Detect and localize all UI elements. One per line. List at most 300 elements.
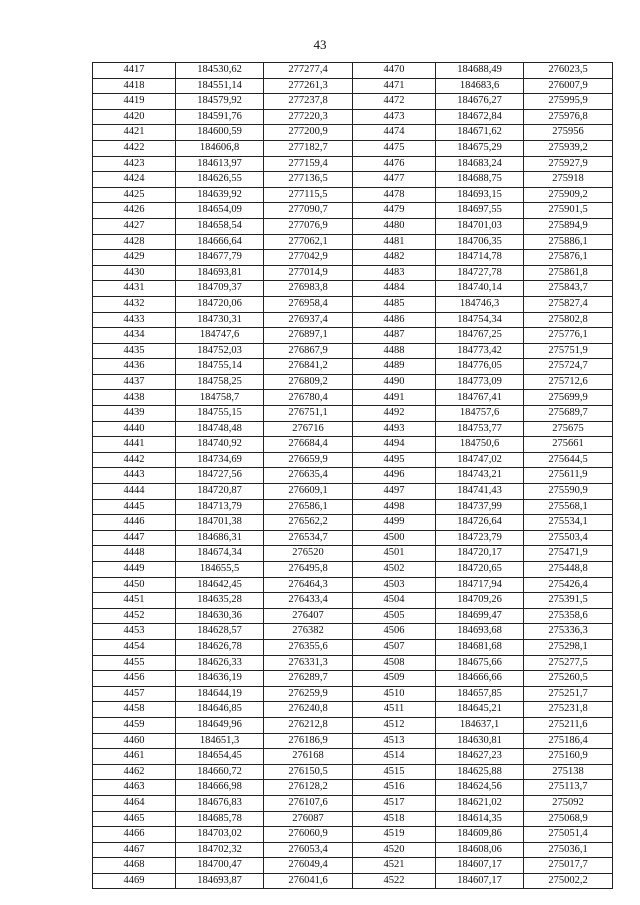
point-number-cell: 4507: [353, 639, 436, 655]
y-coordinate-cell: 275068,9: [524, 811, 613, 827]
y-coordinate-cell: 276053,4: [264, 842, 353, 858]
y-coordinate-cell: 275689,7: [524, 406, 613, 422]
table-row: [93, 140, 613, 156]
table-row: [93, 125, 613, 141]
point-number-cell: 4471: [353, 78, 436, 94]
x-coordinate-cell: 184747,6: [176, 328, 264, 344]
x-coordinate-cell: 184628,57: [176, 624, 264, 640]
x-coordinate-cell: 184688,75: [436, 172, 524, 188]
point-number-cell: 4431: [93, 281, 176, 297]
x-coordinate-cell: 184657,85: [436, 686, 524, 702]
table-row: [93, 250, 613, 266]
point-number-cell: 4478: [353, 187, 436, 203]
point-number-cell: 4429: [93, 250, 176, 266]
point-number-cell: 4506: [353, 624, 436, 640]
x-coordinate-cell: 184636,19: [176, 671, 264, 687]
point-number-cell: 4488: [353, 343, 436, 359]
point-number-cell: 4462: [93, 764, 176, 780]
table-row: [93, 608, 613, 624]
x-coordinate-cell: 184723,79: [436, 530, 524, 546]
table-row: [93, 764, 613, 780]
y-coordinate-cell: 276049,4: [264, 858, 353, 874]
point-number-cell: 4466: [93, 827, 176, 843]
point-number-cell: 4474: [353, 125, 436, 141]
point-number-cell: 4457: [93, 686, 176, 702]
point-number-cell: 4450: [93, 577, 176, 593]
y-coordinate-cell: 276433,4: [264, 593, 353, 609]
x-coordinate-cell: 184758,7: [176, 390, 264, 406]
point-number-cell: 4467: [93, 842, 176, 858]
x-coordinate-cell: 184637,1: [436, 717, 524, 733]
point-number-cell: 4425: [93, 187, 176, 203]
point-number-cell: 4443: [93, 468, 176, 484]
y-coordinate-cell: 277062,1: [264, 234, 353, 250]
x-coordinate-cell: 184658,54: [176, 218, 264, 234]
x-coordinate-cell: 184551,14: [176, 78, 264, 94]
point-number-cell: 4436: [93, 359, 176, 375]
table-row: [93, 406, 613, 422]
y-coordinate-cell: 275277,5: [524, 655, 613, 671]
page-number: 43: [313, 37, 327, 52]
x-coordinate-cell: 184635,28: [176, 593, 264, 609]
point-number-cell: 4454: [93, 639, 176, 655]
table-row: [93, 780, 613, 796]
y-coordinate-cell: 276534,7: [264, 530, 353, 546]
point-number-cell: 4486: [353, 312, 436, 328]
y-coordinate-cell: 276407: [264, 608, 353, 624]
y-coordinate-cell: 277115,5: [264, 187, 353, 203]
point-number-cell: 4502: [353, 562, 436, 578]
point-number-cell: 4482: [353, 250, 436, 266]
x-coordinate-cell: 184740,92: [176, 437, 264, 453]
x-coordinate-cell: 184720,06: [176, 296, 264, 312]
y-coordinate-cell: 277261,3: [264, 78, 353, 94]
x-coordinate-cell: 184681,68: [436, 639, 524, 655]
y-coordinate-cell: 276867,9: [264, 343, 353, 359]
x-coordinate-cell: 184699,47: [436, 608, 524, 624]
x-coordinate-cell: 184671,62: [436, 125, 524, 141]
y-coordinate-cell: 275092: [524, 795, 613, 811]
coordinates-table-body: [93, 63, 613, 889]
y-coordinate-cell: 275802,8: [524, 312, 613, 328]
table-row: [93, 686, 613, 702]
x-coordinate-cell: 184767,41: [436, 390, 524, 406]
x-coordinate-cell: 184609,86: [436, 827, 524, 843]
y-coordinate-cell: 276464,3: [264, 577, 353, 593]
x-coordinate-cell: 184677,79: [176, 250, 264, 266]
x-coordinate-cell: 184748,48: [176, 421, 264, 437]
x-coordinate-cell: 184683,24: [436, 156, 524, 172]
y-coordinate-cell: 275712,6: [524, 374, 613, 390]
point-number-cell: 4424: [93, 172, 176, 188]
point-number-cell: 4417: [93, 63, 176, 79]
point-number-cell: 4522: [353, 873, 436, 889]
x-coordinate-cell: 184646,85: [176, 702, 264, 718]
x-coordinate-cell: 184621,02: [436, 795, 524, 811]
point-number-cell: 4419: [93, 94, 176, 110]
table-row: [93, 639, 613, 655]
y-coordinate-cell: 276586,1: [264, 499, 353, 515]
table-row: [93, 795, 613, 811]
y-coordinate-cell: 276659,9: [264, 452, 353, 468]
y-coordinate-cell: 275956: [524, 125, 613, 141]
y-coordinate-cell: 277277,4: [264, 63, 353, 79]
y-coordinate-cell: 275534,1: [524, 515, 613, 531]
x-coordinate-cell: 184666,66: [436, 671, 524, 687]
point-number-cell: 4455: [93, 655, 176, 671]
x-coordinate-cell: 184626,78: [176, 639, 264, 655]
y-coordinate-cell: 276562,2: [264, 515, 353, 531]
point-number-cell: 4493: [353, 421, 436, 437]
point-number-cell: 4505: [353, 608, 436, 624]
table-row: [93, 203, 613, 219]
point-number-cell: 4459: [93, 717, 176, 733]
y-coordinate-cell: 277076,9: [264, 218, 353, 234]
y-coordinate-cell: 275448,8: [524, 562, 613, 578]
x-coordinate-cell: 184726,64: [436, 515, 524, 531]
x-coordinate-cell: 184644,19: [176, 686, 264, 702]
point-number-cell: 4446: [93, 515, 176, 531]
x-coordinate-cell: 184674,34: [176, 546, 264, 562]
point-number-cell: 4458: [93, 702, 176, 718]
x-coordinate-cell: 184746,3: [436, 296, 524, 312]
point-number-cell: 4423: [93, 156, 176, 172]
x-coordinate-cell: 184750,6: [436, 437, 524, 453]
table-row: [93, 156, 613, 172]
x-coordinate-cell: 184753,77: [436, 421, 524, 437]
x-coordinate-cell: 184697,55: [436, 203, 524, 219]
point-number-cell: 4460: [93, 733, 176, 749]
point-number-cell: 4473: [353, 109, 436, 125]
x-coordinate-cell: 184672,84: [436, 109, 524, 125]
table-row: [93, 749, 613, 765]
point-number-cell: 4481: [353, 234, 436, 250]
y-coordinate-cell: 275211,6: [524, 717, 613, 733]
point-number-cell: 4465: [93, 811, 176, 827]
y-coordinate-cell: 275503,4: [524, 530, 613, 546]
point-number-cell: 4512: [353, 717, 436, 733]
y-coordinate-cell: 277220,3: [264, 109, 353, 125]
y-coordinate-cell: 275724,7: [524, 359, 613, 375]
point-number-cell: 4451: [93, 593, 176, 609]
point-number-cell: 4491: [353, 390, 436, 406]
x-coordinate-cell: 184666,64: [176, 234, 264, 250]
y-coordinate-cell: 275976,8: [524, 109, 613, 125]
point-number-cell: 4479: [353, 203, 436, 219]
x-coordinate-cell: 184607,17: [436, 858, 524, 874]
point-number-cell: 4514: [353, 749, 436, 765]
table-row: [93, 717, 613, 733]
point-number-cell: 4453: [93, 624, 176, 640]
x-coordinate-cell: 184758,25: [176, 374, 264, 390]
y-coordinate-cell: 276168: [264, 749, 353, 765]
y-coordinate-cell: 276259,9: [264, 686, 353, 702]
point-number-cell: 4515: [353, 764, 436, 780]
y-coordinate-cell: 275051,4: [524, 827, 613, 843]
x-coordinate-cell: 184720,65: [436, 562, 524, 578]
y-coordinate-cell: 275675: [524, 421, 613, 437]
point-number-cell: 4442: [93, 452, 176, 468]
x-coordinate-cell: 184747,02: [436, 452, 524, 468]
y-coordinate-cell: 277159,4: [264, 156, 353, 172]
table-row: [93, 655, 613, 671]
x-coordinate-cell: 184737,99: [436, 499, 524, 515]
x-coordinate-cell: 184703,02: [176, 827, 264, 843]
y-coordinate-cell: 275260,5: [524, 671, 613, 687]
y-coordinate-cell: 275391,5: [524, 593, 613, 609]
point-number-cell: 4472: [353, 94, 436, 110]
point-number-cell: 4518: [353, 811, 436, 827]
point-number-cell: 4485: [353, 296, 436, 312]
table-row: [93, 390, 613, 406]
point-number-cell: 4432: [93, 296, 176, 312]
x-coordinate-cell: 184773,42: [436, 343, 524, 359]
y-coordinate-cell: 275827,4: [524, 296, 613, 312]
point-number-cell: 4520: [353, 842, 436, 858]
x-coordinate-cell: 184591,76: [176, 109, 264, 125]
point-number-cell: 4428: [93, 234, 176, 250]
y-coordinate-cell: 276150,5: [264, 764, 353, 780]
point-number-cell: 4503: [353, 577, 436, 593]
table-row: [93, 733, 613, 749]
point-number-cell: 4483: [353, 265, 436, 281]
y-coordinate-cell: 275927,9: [524, 156, 613, 172]
x-coordinate-cell: 184626,33: [176, 655, 264, 671]
x-coordinate-cell: 184579,92: [176, 94, 264, 110]
y-coordinate-cell: 276382: [264, 624, 353, 640]
y-coordinate-cell: 276060,9: [264, 827, 353, 843]
x-coordinate-cell: 184730,31: [176, 312, 264, 328]
x-coordinate-cell: 184693,87: [176, 873, 264, 889]
table-row: [93, 515, 613, 531]
y-coordinate-cell: 275590,9: [524, 484, 613, 500]
table-row: [93, 359, 613, 375]
y-coordinate-cell: 277136,5: [264, 172, 353, 188]
table-row: [93, 530, 613, 546]
y-coordinate-cell: 276780,4: [264, 390, 353, 406]
x-coordinate-cell: 184630,36: [176, 608, 264, 624]
point-number-cell: 4498: [353, 499, 436, 515]
y-coordinate-cell: 275568,1: [524, 499, 613, 515]
point-number-cell: 4487: [353, 328, 436, 344]
x-coordinate-cell: 184600,59: [176, 125, 264, 141]
y-coordinate-cell: 276983,8: [264, 281, 353, 297]
point-number-cell: 4420: [93, 109, 176, 125]
y-coordinate-cell: 276841,2: [264, 359, 353, 375]
x-coordinate-cell: 184755,15: [176, 406, 264, 422]
y-coordinate-cell: 275017,7: [524, 858, 613, 874]
x-coordinate-cell: 184685,78: [176, 811, 264, 827]
table-row: [93, 343, 613, 359]
x-coordinate-cell: 184606,8: [176, 140, 264, 156]
point-number-cell: 4426: [93, 203, 176, 219]
x-coordinate-cell: 184743,21: [436, 468, 524, 484]
table-row: [93, 218, 613, 234]
y-coordinate-cell: 275861,8: [524, 265, 613, 281]
table-row: [93, 827, 613, 843]
point-number-cell: 4437: [93, 374, 176, 390]
y-coordinate-cell: 276331,3: [264, 655, 353, 671]
table-row: [93, 172, 613, 188]
x-coordinate-cell: 184625,88: [436, 764, 524, 780]
point-number-cell: 4469: [93, 873, 176, 889]
y-coordinate-cell: 276240,8: [264, 702, 353, 718]
x-coordinate-cell: 184645,21: [436, 702, 524, 718]
point-number-cell: 4464: [93, 795, 176, 811]
table-row: [93, 624, 613, 640]
x-coordinate-cell: 184701,38: [176, 515, 264, 531]
y-coordinate-cell: 275471,9: [524, 546, 613, 562]
x-coordinate-cell: 184702,32: [176, 842, 264, 858]
x-coordinate-cell: 184767,25: [436, 328, 524, 344]
table-row: [93, 234, 613, 250]
table-row: [93, 484, 613, 500]
y-coordinate-cell: 275113,7: [524, 780, 613, 796]
point-number-cell: 4448: [93, 546, 176, 562]
y-coordinate-cell: 277090,7: [264, 203, 353, 219]
point-number-cell: 4435: [93, 343, 176, 359]
x-coordinate-cell: 184773,09: [436, 374, 524, 390]
x-coordinate-cell: 184655,5: [176, 562, 264, 578]
x-coordinate-cell: 184654,45: [176, 749, 264, 765]
y-coordinate-cell: 276107,6: [264, 795, 353, 811]
point-number-cell: 4430: [93, 265, 176, 281]
x-coordinate-cell: 184706,35: [436, 234, 524, 250]
y-coordinate-cell: 275918: [524, 172, 613, 188]
y-coordinate-cell: 276495,8: [264, 562, 353, 578]
table-row: [93, 421, 613, 437]
table-row: [93, 265, 613, 281]
x-coordinate-cell: 184676,27: [436, 94, 524, 110]
table-row: [93, 499, 613, 515]
table-row: [93, 858, 613, 874]
point-number-cell: 4439: [93, 406, 176, 422]
point-number-cell: 4484: [353, 281, 436, 297]
x-coordinate-cell: 184693,15: [436, 187, 524, 203]
point-number-cell: 4511: [353, 702, 436, 718]
point-number-cell: 4449: [93, 562, 176, 578]
x-coordinate-cell: 184754,34: [436, 312, 524, 328]
table-row: [93, 78, 613, 94]
y-coordinate-cell: 276212,8: [264, 717, 353, 733]
x-coordinate-cell: 184700,47: [176, 858, 264, 874]
x-coordinate-cell: 184720,17: [436, 546, 524, 562]
x-coordinate-cell: 184651,3: [176, 733, 264, 749]
x-coordinate-cell: 184639,92: [176, 187, 264, 203]
y-coordinate-cell: 276609,1: [264, 484, 353, 500]
point-number-cell: 4500: [353, 530, 436, 546]
point-number-cell: 4496: [353, 468, 436, 484]
x-coordinate-cell: 184720,87: [176, 484, 264, 500]
table-row: [93, 452, 613, 468]
y-coordinate-cell: 275298,1: [524, 639, 613, 655]
y-coordinate-cell: 276023,5: [524, 63, 613, 79]
point-number-cell: 4427: [93, 218, 176, 234]
y-coordinate-cell: 275036,1: [524, 842, 613, 858]
y-coordinate-cell: 276716: [264, 421, 353, 437]
y-coordinate-cell: 275251,7: [524, 686, 613, 702]
point-number-cell: 4475: [353, 140, 436, 156]
x-coordinate-cell: 184693,68: [436, 624, 524, 640]
y-coordinate-cell: 275002,2: [524, 873, 613, 889]
point-number-cell: 4492: [353, 406, 436, 422]
x-coordinate-cell: 184654,09: [176, 203, 264, 219]
y-coordinate-cell: 277042,9: [264, 250, 353, 266]
y-coordinate-cell: 276087: [264, 811, 353, 827]
point-number-cell: 4497: [353, 484, 436, 500]
point-number-cell: 4468: [93, 858, 176, 874]
y-coordinate-cell: 276635,4: [264, 468, 353, 484]
point-number-cell: 4495: [353, 452, 436, 468]
table-row: [93, 811, 613, 827]
point-number-cell: 4433: [93, 312, 176, 328]
coordinates-table: [92, 62, 613, 889]
y-coordinate-cell: 277200,9: [264, 125, 353, 141]
table-row: [93, 671, 613, 687]
y-coordinate-cell: 277014,9: [264, 265, 353, 281]
table-row: [93, 577, 613, 593]
y-coordinate-cell: 275843,7: [524, 281, 613, 297]
y-coordinate-cell: 275426,4: [524, 577, 613, 593]
y-coordinate-cell: 275186,4: [524, 733, 613, 749]
x-coordinate-cell: 184740,14: [436, 281, 524, 297]
x-coordinate-cell: 184630,81: [436, 733, 524, 749]
point-number-cell: 4490: [353, 374, 436, 390]
table-row: [93, 109, 613, 125]
y-coordinate-cell: 275644,5: [524, 452, 613, 468]
point-number-cell: 4452: [93, 608, 176, 624]
x-coordinate-cell: 184613,97: [176, 156, 264, 172]
y-coordinate-cell: 275661: [524, 437, 613, 453]
x-coordinate-cell: 184530,62: [176, 63, 264, 79]
y-coordinate-cell: 275995,9: [524, 94, 613, 110]
y-coordinate-cell: 275909,2: [524, 187, 613, 203]
x-coordinate-cell: 184727,56: [176, 468, 264, 484]
x-coordinate-cell: 184675,66: [436, 655, 524, 671]
y-coordinate-cell: 276355,6: [264, 639, 353, 655]
point-number-cell: 4513: [353, 733, 436, 749]
x-coordinate-cell: 184624,56: [436, 780, 524, 796]
x-coordinate-cell: 184709,37: [176, 281, 264, 297]
y-coordinate-cell: 275336,3: [524, 624, 613, 640]
point-number-cell: 4516: [353, 780, 436, 796]
point-number-cell: 4470: [353, 63, 436, 79]
x-coordinate-cell: 184642,45: [176, 577, 264, 593]
y-coordinate-cell: 276937,4: [264, 312, 353, 328]
table-row: [93, 187, 613, 203]
table-row: [93, 468, 613, 484]
y-coordinate-cell: 275358,6: [524, 608, 613, 624]
point-number-cell: 4461: [93, 749, 176, 765]
table-row: [93, 702, 613, 718]
point-number-cell: 4508: [353, 655, 436, 671]
point-number-cell: 4504: [353, 593, 436, 609]
y-coordinate-cell: 276186,9: [264, 733, 353, 749]
y-coordinate-cell: 276751,1: [264, 406, 353, 422]
y-coordinate-cell: 277237,8: [264, 94, 353, 110]
table-row: [93, 63, 613, 79]
table-row: [93, 562, 613, 578]
x-coordinate-cell: 184614,35: [436, 811, 524, 827]
point-number-cell: 4509: [353, 671, 436, 687]
point-number-cell: 4440: [93, 421, 176, 437]
x-coordinate-cell: 184714,78: [436, 250, 524, 266]
y-coordinate-cell: 276809,2: [264, 374, 353, 390]
point-number-cell: 4447: [93, 530, 176, 546]
y-coordinate-cell: 276520: [264, 546, 353, 562]
y-coordinate-cell: 275751,9: [524, 343, 613, 359]
x-coordinate-cell: 184627,23: [436, 749, 524, 765]
